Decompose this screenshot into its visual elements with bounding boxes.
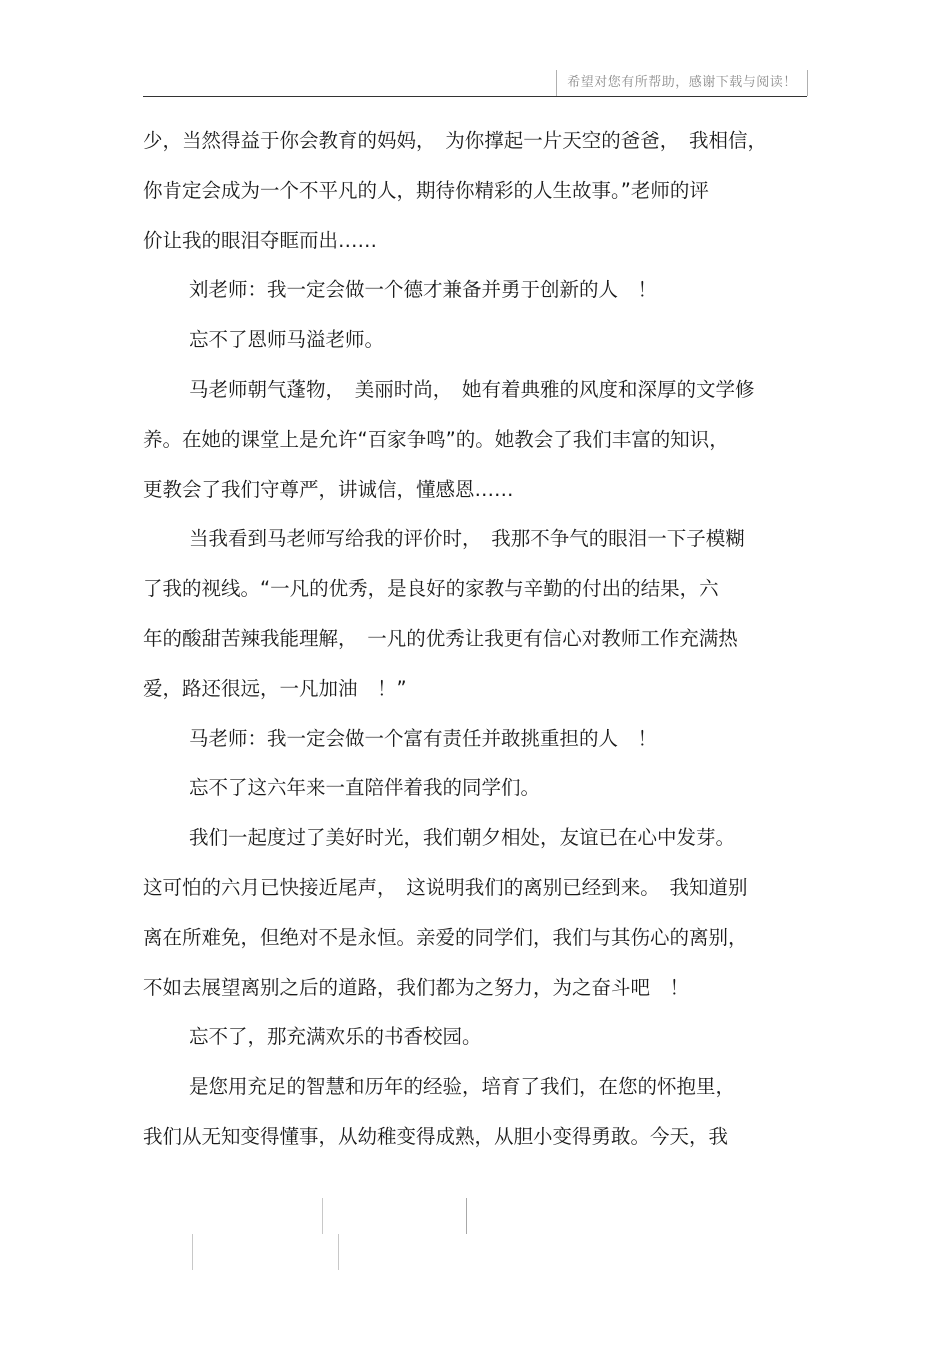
text-line: 了我的视线。“一凡的优秀，是良好的家教与辛勤的付出的结果，六 — [143, 577, 719, 601]
scan-mark — [322, 1198, 323, 1234]
text-line: 忘不了这六年来一直陪伴着我的同学们。 — [189, 776, 541, 800]
text-line: 马老师朝气蓬物， 美丽时尚， 她有着典雅的风度和深厚的文学修 — [189, 377, 755, 401]
text-line: 年的酸甜苦辣我能理解， 一凡的优秀让我更有信心对教师工作充满热 — [143, 626, 738, 650]
text-line: 忘不了，那充满欢乐的书香校园。 — [189, 1025, 482, 1049]
scan-mark — [192, 1234, 193, 1270]
text-line: 当我看到马老师写给我的评价时， 我那不争气的眼泪一下子模糊 — [189, 527, 745, 551]
text-line: 这可怕的六月已快接近尾声， 这说明我们的离别已经到来。 我知道别 — [143, 875, 748, 899]
text-line: 我们一起度过了美好时光，我们朝夕相处，友谊已在心中发芽。 — [189, 826, 736, 850]
text-line: 离在所难免，但绝对不是永恒。亲爱的同学们，我们与其伤心的离别， — [143, 925, 748, 949]
text-line: 价让我的眼泪夺眶而出…… — [143, 228, 378, 252]
header-note: 希望对您有所帮助，感谢下载与阅读！ — [556, 70, 808, 96]
text-line: 是您用充足的智慧和历年的经验，培育了我们，在您的怀抱里， — [189, 1075, 736, 1099]
text-line: 马老师：我一定会做一个富有责任并敢挑重担的人 ！ — [189, 726, 658, 750]
scan-mark — [466, 1198, 467, 1234]
body-text — [143, 121, 808, 1167]
text-line: 刘老师：我一定会做一个德才兼备并勇于创新的人 ！ — [189, 278, 658, 302]
scan-mark — [338, 1234, 339, 1270]
text-line: 爱，路还很远，一凡加油 ！” — [143, 676, 407, 700]
text-line: 养。在她的课堂上是允许“百家争鸣”的。她教会了我们丰富的知识， — [143, 427, 729, 451]
text-line: 少，当然得益于你会教育的妈妈， 为你撑起一片天空的爸爸， 我相信， — [143, 129, 768, 152]
text-line: 不如去展望离别之后的道路，我们都为之努力，为之奋斗吧 ！ — [143, 975, 690, 999]
text-line: 忘不了恩师马溢老师。 — [189, 328, 385, 352]
text-line: 更教会了我们守尊严，讲诚信，懂感恩…… — [143, 477, 514, 501]
text-line: 我们从无知变得懂事，从幼稚变得成熟，从胆小变得勇敢。今天，我 — [143, 1124, 729, 1148]
text-line: 你肯定会成为一个不平凡的人，期待你精彩的人生故事。”老师的评 — [143, 178, 709, 202]
header-divider — [143, 96, 807, 97]
